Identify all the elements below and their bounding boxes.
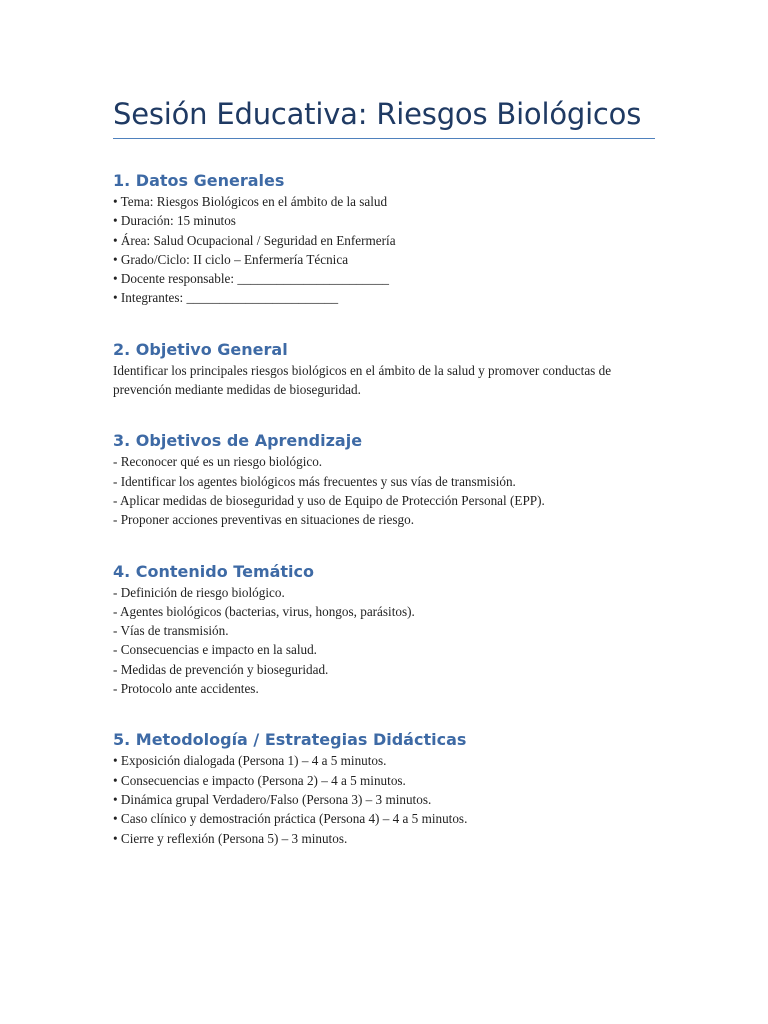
section-heading: 2. Objetivo General <box>113 339 288 359</box>
list-item: - Reconocer qué es un riesgo biológico. <box>113 454 323 470</box>
list-item: • Área: Salud Ocupacional / Seguridad en Enfermería <box>113 232 396 248</box>
list-item: - Protocolo ante accidentes. <box>113 681 259 697</box>
document-page <box>113 0 655 848</box>
list-item: - Medidas de prevención y bioseguridad. <box>113 661 329 677</box>
list-item: - Agentes biológicos (bacterias, virus, hongos, parásitos). <box>113 603 415 619</box>
section-heading: 5. Metodología / Estrategias Didácticas <box>113 730 467 750</box>
section-heading: 3. Objetivos de Aprendizaje <box>113 431 363 451</box>
list-item: - Definición de riesgo biológico. <box>113 584 285 600</box>
bullet-list <box>113 751 655 847</box>
list-item: • Integrantes: _______________________ <box>113 290 339 306</box>
section-heading: 4. Contenido Temático <box>113 561 315 581</box>
list-item: • Exposición dialogada (Persona 1) – 4 a 5 minutos. <box>113 753 387 769</box>
section-objetivo-general <box>113 339 655 400</box>
dash-list <box>113 452 655 529</box>
list-item: • Tema: Riesgos Biológicos en el ámbito de la salud <box>113 194 388 209</box>
list-item: • Docente responsable: _______________________ <box>113 271 390 287</box>
list-item: - Identificar los agentes biológicos más frecuentes y sus vías de transmisión. <box>113 473 516 489</box>
list-item: - Proponer acciones preventivas en situaciones de riesgo. <box>113 512 415 528</box>
list-item: - Consecuencias e impacto en la salud. <box>113 642 317 658</box>
list-item: • Duración: 15 minutos <box>113 213 236 229</box>
list-item: • Consecuencias e impacto (Persona 2) – 4 a 5 minutos. <box>113 772 406 788</box>
dash-list <box>113 583 655 699</box>
section-heading: 1. Datos Generales <box>113 171 285 190</box>
section-paragraph: Identificar los principales riesgos biológicos en el ámbito de la salud y promover conductas de prevención mediante medidas de bioseguridad. <box>113 362 612 398</box>
section-objetivos-aprendizaje <box>113 430 655 529</box>
document-title: Sesión Educativa: Riesgos Biológicos <box>113 97 642 131</box>
bullet-list <box>113 192 655 308</box>
list-item: - Vías de transmisión. <box>113 623 229 639</box>
section-contenido-tematico <box>113 561 655 699</box>
title-divider <box>113 138 655 139</box>
list-item: - Aplicar medidas de bioseguridad y uso de Equipo de Protección Personal (EPP). <box>113 492 545 508</box>
section-datos-generales <box>113 170 655 308</box>
list-item: • Grado/Ciclo: II ciclo – Enfermería Técnica <box>113 251 349 267</box>
list-item: • Caso clínico y demostración práctica (Persona 4) – 4 a 5 minutos. <box>113 811 468 827</box>
list-item: • Dinámica grupal Verdadero/Falso (Persona 3) – 3 minutos. <box>113 791 432 807</box>
section-metodologia <box>113 729 655 847</box>
list-item: • Cierre y reflexión (Persona 5) – 3 minutos. <box>113 830 348 846</box>
